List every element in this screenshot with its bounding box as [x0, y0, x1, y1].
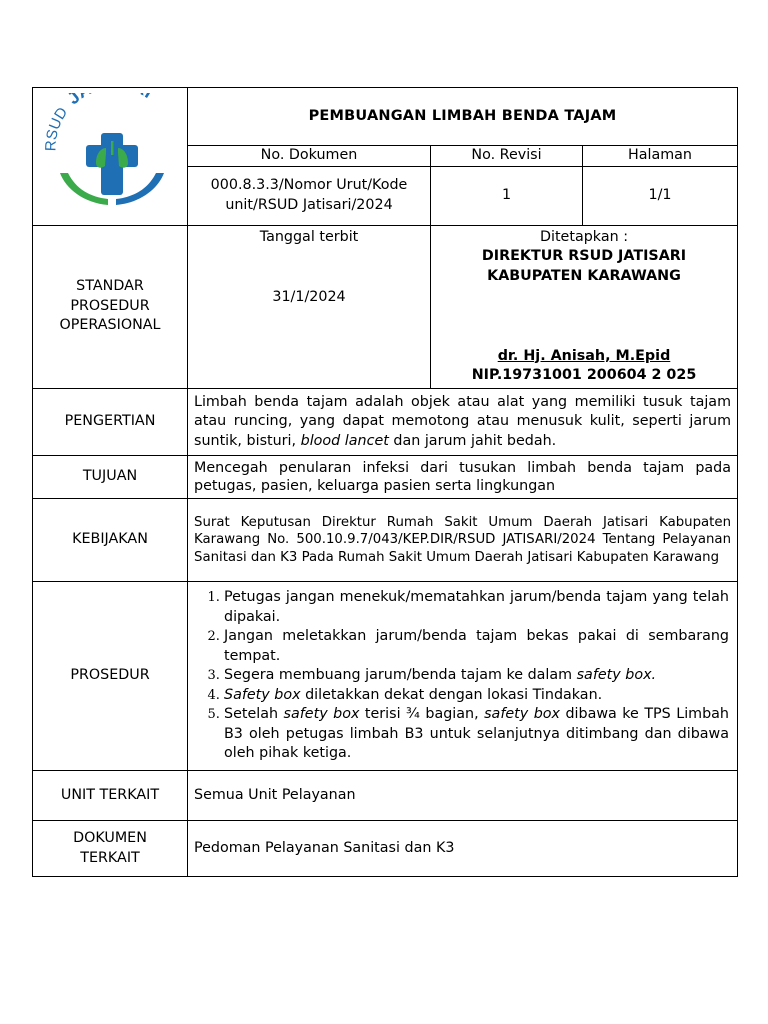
pengertian-text-italic: blood lancet [300, 432, 389, 449]
pengertian-text-b: dan jarum jahit bedah. [388, 432, 557, 449]
svg-text:RSUD JATISARI [42, 93, 156, 151]
left-hand-icon [60, 173, 108, 205]
spo-label-line-3: OPERASIONAL [59, 317, 161, 334]
signatory-name: dr. Hj. Anisah, M.Epid [497, 347, 671, 364]
dokumen-terkait-label [33, 821, 188, 877]
tujuan-text: Mencegah penularan infeksi dari tusukan limbah benda tajam pada petugas, pasien, keluarga pasien serta lingkungan [188, 456, 738, 499]
col-no-dokumen: No. Dokumen [188, 146, 431, 167]
tanggal-terbit-label: Tanggal terbit [259, 228, 359, 245]
prosedur-item-3 [224, 666, 729, 686]
dokumen-terkait-label-2: TERKAIT [80, 849, 140, 866]
kebijakan-label: KEBIJAKAN [33, 499, 188, 582]
pengertian-text [188, 388, 738, 456]
tanggal-terbit-value: 31/1/2024 [272, 288, 346, 305]
kebijakan-text: Surat Keputusan Direktur Rumah Sakit Umum Daerah Jatisari Kabupaten Karawang No. 500.10.9.7/043/KEP.DIR/RSUD JATISARI/2024 Tentang Pelayanan Sanitasi dan K3 Pada Rumah Sakit Umum Daerah Jatisari Kabupaten Karawang [188, 499, 738, 582]
logo-cell [33, 88, 188, 226]
pengertian-text-a: Limbah benda tajam adalah objek atau alat yang memiliki tusuk tajam atau runcing, yang dapat memotong atau menusuk kulit, seperti jarum suntik, bisturi, [194, 393, 731, 449]
jabatan-line-2: KABUPATEN KARAWANG [487, 267, 681, 284]
tujuan-label: TUJUAN [33, 456, 188, 499]
prosedur-item-5-text-a: Setelah [224, 706, 284, 723]
jabatan-line-1: DIREKTUR RSUD JATISARI [481, 248, 687, 264]
prosedur-item-5-italic-1: safety box [283, 706, 360, 723]
logo-text-rsud: RSUD [42, 104, 72, 152]
spo-label-line-2: PROSEDUR [70, 297, 150, 314]
pengertian-label: PENGERTIAN [33, 388, 188, 456]
sop-table [32, 87, 738, 877]
prosedur-list-cell [188, 582, 738, 771]
no-dokumen-value [188, 166, 431, 225]
prosedur-item-1: 1. Petugas jangan menekuk/mematahkan jarum/benda tajam yang telah dipakai. [224, 588, 729, 627]
prosedur-item-4 [224, 686, 729, 706]
hospital-logo [40, 93, 180, 213]
prosedur-label: PROSEDUR [33, 582, 188, 771]
prosedur-item-5-text-b: terisi ¾ bagian, [359, 706, 485, 723]
no-dokumen-line-1: 000.8.3.3/Nomor Urut/Kode [210, 177, 408, 193]
document-title: PEMBUANGAN LIMBAH BENDA TAJAM [188, 88, 738, 146]
ditetapkan-cell [431, 225, 738, 388]
right-hand-icon [116, 173, 164, 205]
logo-text-name: J [63, 93, 84, 109]
prosedur-item-3-text: Segera membuang jarum/benda tajam ke dalam [224, 667, 577, 684]
signatory-nip: NIP.19731001 200604 2 025 [471, 367, 697, 383]
prosedur-item-5 [224, 705, 729, 764]
halaman-value: 1/1 [583, 166, 738, 225]
prosedur-item-5-text-c: dibawa ke TPS Limbah B3 oleh petugas limbah B3 untuk selanjutnya ditimbang dan dibawa oleh pihak ketiga. [224, 706, 729, 762]
col-no-revisi: No. Revisi [431, 146, 583, 167]
no-revisi-value: 1 [431, 166, 583, 225]
no-dokumen-line-2: unit/RSUD Jatisari/2024 [225, 196, 393, 213]
unit-terkait-label: UNIT TERKAIT [33, 771, 188, 821]
dokumen-terkait-label-1: DOKUMEN [73, 830, 147, 846]
spo-label-line-1: STANDAR [76, 278, 144, 295]
sop-document [32, 87, 737, 877]
ditetapkan-label: Ditetapkan : [539, 228, 629, 245]
dokumen-terkait-text: Pedoman Pelayanan Sanitasi dan K3 [188, 821, 738, 877]
unit-terkait-text: Semua Unit Pelayanan [188, 771, 738, 821]
spo-label [33, 225, 188, 388]
prosedur-item-4-italic: Safety box [224, 686, 301, 703]
prosedur-item-4-text: diletakkan dekat dengan lokasi Tindakan. [300, 686, 603, 703]
prosedur-item-5-italic-2: safety box [484, 706, 560, 723]
tanggal-terbit-cell [188, 225, 431, 388]
prosedur-item-2: 2. Jangan meletakkan jarum/benda tajam bekas pakai di sembarang tempat. [224, 627, 729, 666]
prosedur-item-3-italic: safety box. [576, 667, 657, 684]
col-halaman: Halaman [583, 146, 738, 167]
prosedur-list [194, 588, 729, 764]
